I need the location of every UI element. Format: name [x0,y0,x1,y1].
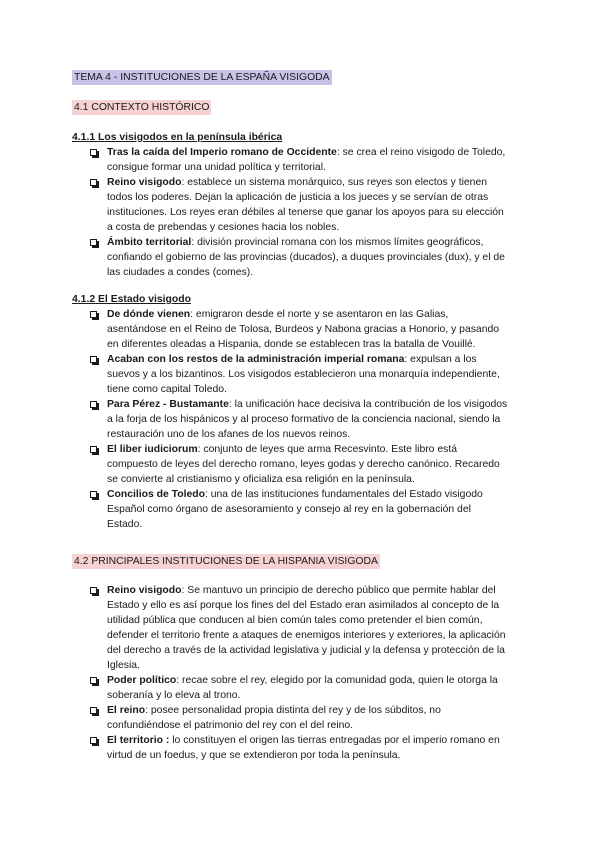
item-term: El territorio : [107,735,170,746]
item-text: : recae sobre el rey, elegido por la comunidad goda, quien le otorga la soberanía y lo eleva al trono. [107,675,498,701]
item-text: : una de las instituciones fundamentales del Estado visigodo Español como órgano de asesoramiento y consejo al rey en la gobernación del Estado. [107,489,483,530]
checkbox-bullet-icon [90,491,97,498]
item-text: : Se mantuvo un principio de derecho público que permite hablar del Estado y ello es así porque los fines del del Estado eran asimilados al concepto de la utilidad pública que conducen al bien común tales como pretender el bien común, defender el territorio frente a ataques de enemigos interiores y exteriores, la aplicación del derecho a través de la actividad legislativa y judicial y la defensa y protección de la Iglesia. [107,585,506,671]
checkbox-bullet-icon [90,239,97,246]
list-item [88,733,508,763]
item-term: Tras la caída del Imperio romano de Occidente [107,147,337,158]
list-item [88,703,508,733]
list-item [88,487,508,532]
checkbox-bullet-icon [90,737,97,744]
item-text: : división provincial romana con los mismos límites geográficos, confiando el gobierno de las provincias (ducados), a duques provinciales (dux), y el de las ciudades a condes (comes). [107,237,505,278]
item-term: Concilios de Toledo [107,489,205,500]
item-term: El reino [107,705,146,716]
item-text: : se crea el reino visigodo de Toledo, consigue formar una unidad política y territorial. [107,147,506,173]
checkbox-bullet-icon [90,587,97,594]
item-term: Para Pérez - Bustamante [107,399,229,410]
document-title: TEMA 4 - INSTITUCIONES DE LA ESPAÑA VISIGODA [74,72,330,83]
item-text: : conjunto de leyes que arma Recesvinto. Este libro está compuesto de leyes del derecho romano, leyes godas y derecho canónico. Recaredo se convierte al cristianismo y oficializa esa religión en la península. [107,444,500,485]
item-text: lo constituyen el origen las tierras entregadas por el imperio romano en virtud de un foedus, y que se extendieron por toda la península. [107,735,500,761]
subsection-4-1-1-list [88,145,508,280]
list-item [88,145,508,175]
list-item [88,397,508,442]
list-item [88,235,508,280]
list-item [88,175,508,235]
checkbox-bullet-icon [90,356,97,363]
item-term: Ámbito territorial [107,237,192,248]
list-item [88,583,508,673]
list-item [88,442,508,487]
section-4-2-list [88,583,508,763]
item-text: : expulsan a los suevos y a los bizantinos. Los visigodos establecieron una monarquía independiente, tiene como capital Toledo. [107,354,500,395]
item-term: El liber iudiciorum [107,444,198,455]
checkbox-bullet-icon [90,677,97,684]
checkbox-bullet-icon [90,179,97,186]
item-text: : posee personalidad propia distinta del rey y de los súbditos, no confundiéndose el patrimonio del rey con el del reino. [107,705,441,731]
checkbox-bullet-icon [90,446,97,453]
subsection-4-1-2-list [88,307,508,532]
item-text: : emigraron desde el norte y se asentaron en las Galias, asentándose en el Reino de Tolosa, Burdeos y Nabona gracias a Honorio, y pasando en diferentes oleadas a Hispania, donde se establecen tras la batalla de Vouillé. [107,309,500,350]
checkbox-bullet-icon [90,311,97,318]
subsection-4-1-1-heading: 4.1.1 Los visigodos en la península ibérica [72,132,283,143]
checkbox-bullet-icon [90,401,97,408]
list-item [88,307,508,352]
list-item [88,673,508,703]
section-4-1-heading: 4.1 CONTEXTO HISTÓRICO [74,102,210,113]
checkbox-bullet-icon [90,149,97,156]
item-term: De dónde vienen [107,309,191,320]
item-term: Reino visigodo [107,177,182,188]
section-4-2-heading: 4.2 PRINCIPALES INSTITUCIONES DE LA HISPANIA VISIGODA [74,556,378,567]
subsection-4-1-2-heading: 4.1.2 El Estado visigodo [72,294,191,305]
item-term: Reino visigodo [107,585,182,596]
item-term: Acaban con los restos de la administración imperial romana [107,354,405,365]
item-text: : establece un sistema monárquico, sus reyes son electos y tienen todos los poderes. Dejan la aplicación de justicia a los jueces y se servían de otras instituciones. Los reyes eran débiles al tenerse que ganar los apoyos para su elección a costa de prebendas y cesiones hacia los nobles. [107,177,504,233]
item-text: : la unificación hace decisiva la contribución de los visigodos a la forja de los hispánicos y al proceso formativo de la conciencia nacional, siendo la restauración uno de los afanes de los nuevos reinos. [107,399,508,440]
checkbox-bullet-icon [90,707,97,714]
item-term: Poder político [107,675,177,686]
list-item [88,352,508,397]
